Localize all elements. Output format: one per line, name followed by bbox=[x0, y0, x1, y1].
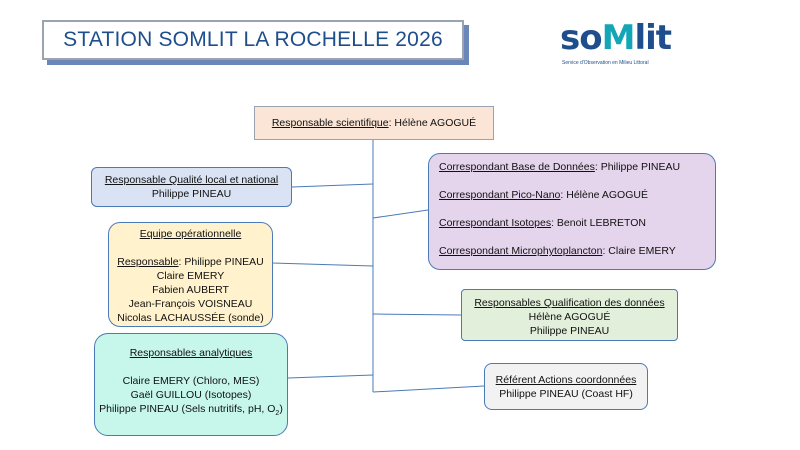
correspondant-item: Correspondant Base de Données: Philippe PINEAU bbox=[439, 161, 681, 173]
scientifique-role: Responsable scientifique bbox=[271, 117, 389, 129]
correspondant-item: Correspondant Pico-Nano: Hélène AGOGUÉ bbox=[439, 189, 648, 201]
line-to-correspondants bbox=[373, 210, 428, 218]
equipe-member: Claire EMERY bbox=[156, 270, 225, 282]
somlit-logo bbox=[560, 18, 720, 68]
analytiques-member: Gaël GUILLOU (Isotopes) bbox=[130, 389, 252, 401]
box-qualification-donnees bbox=[461, 289, 678, 341]
scientifique-name: : Hélène AGOGUÉ bbox=[388, 117, 477, 129]
qualite-name: Philippe PINEAU bbox=[151, 188, 232, 200]
page-title-box bbox=[42, 20, 464, 60]
referent-heading: Référent Actions coordonnées bbox=[495, 374, 637, 386]
logo-word-part1: so bbox=[560, 18, 602, 58]
box-responsable-scientifique bbox=[254, 106, 494, 140]
correspondant-item: Correspondant Microphytoplancton: Claire EMERY bbox=[439, 245, 676, 257]
equipe-member: Fabien AUBERT bbox=[152, 284, 229, 296]
line-to-qualite bbox=[292, 184, 373, 187]
logo-word-part2: M bbox=[601, 18, 635, 58]
analytiques-member: Claire EMERY (Chloro, MES) bbox=[122, 375, 260, 387]
box-referent-actions bbox=[484, 363, 648, 410]
logo-subtitle: Service d'Observation en Milieu Littoral bbox=[562, 60, 649, 66]
analytiques-heading: Responsables analytiques bbox=[129, 347, 253, 359]
box-responsable-qualite bbox=[91, 167, 292, 207]
line-to-referent bbox=[373, 386, 484, 392]
line-to-qualification bbox=[373, 314, 461, 315]
correspondant-item: Correspondant Isotopes: Benoit LEBRETON bbox=[439, 217, 647, 229]
line-to-analytiques bbox=[288, 375, 373, 378]
referent-name: Philippe PINEAU (Coast HF) bbox=[499, 388, 633, 400]
logo-word-part3: lit bbox=[634, 18, 672, 58]
box-responsables-analytiques bbox=[94, 333, 288, 436]
qualite-role: Responsable Qualité local et national bbox=[104, 174, 279, 186]
box-equipe-operationnelle bbox=[108, 222, 273, 327]
page-title: STATION SOMLIT LA ROCHELLE 2026 bbox=[63, 28, 443, 51]
line-to-equipe bbox=[272, 263, 373, 266]
equipe-heading: Equipe opérationnelle bbox=[139, 228, 242, 240]
equipe-member: Jean-François VOISNEAU bbox=[128, 298, 253, 310]
qualification-member: Philippe PINEAU bbox=[529, 325, 610, 337]
qualification-member: Hélène AGOGUÉ bbox=[528, 311, 611, 323]
equipe-resp-name: : Philippe PINEAU bbox=[178, 256, 264, 268]
qualification-heading: Responsables Qualification des données bbox=[474, 297, 665, 309]
equipe-member: Nicolas LACHAUSSÉE (sonde) bbox=[117, 312, 264, 324]
equipe-resp-label: Responsable bbox=[117, 256, 179, 268]
box-correspondants bbox=[428, 153, 716, 270]
analytiques-member-last: Philippe PINEAU (Sels nutritifs, pH, $O_2$) bbox=[99, 403, 283, 418]
